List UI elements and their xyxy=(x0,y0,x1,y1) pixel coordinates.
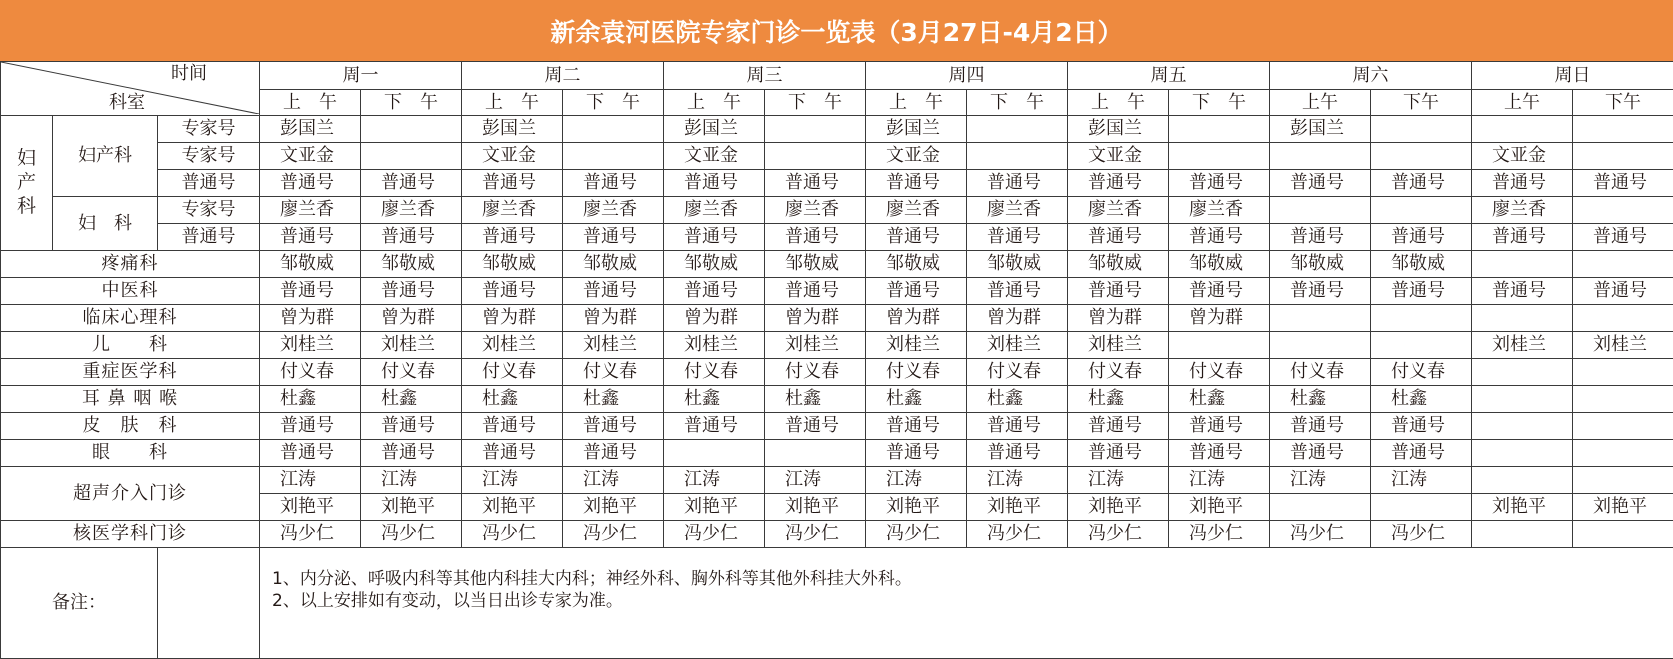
schedule-cell: 普通号 xyxy=(361,224,462,251)
schedule-cell: 普通号 xyxy=(1573,170,1673,197)
note-line: 2、以上安排如有变动，以当日出诊专家为准。 xyxy=(272,591,623,612)
schedule-cell: 普通号 xyxy=(361,413,462,440)
schedule-cell: 付义春 xyxy=(260,359,361,386)
schedule-cell: 曾为群 xyxy=(361,305,462,332)
schedule-cell: 杜鑫 xyxy=(1169,386,1270,413)
schedule-cell: 刘艳平 xyxy=(260,494,361,521)
schedule-cell: 杜鑫 xyxy=(1270,386,1371,413)
schedule-cell: 刘艳平 xyxy=(765,494,866,521)
schedule-cell: 普通号 xyxy=(361,170,462,197)
schedule-cell: 彭国兰 xyxy=(462,116,563,143)
schedule-cell: 普通号 xyxy=(1270,170,1371,197)
schedule-cell: 杜鑫 xyxy=(664,386,765,413)
schedule-cell: 彭国兰 xyxy=(664,116,765,143)
schedule-cell: 江涛 xyxy=(563,467,664,494)
schedule-cell: 刘艳平 xyxy=(664,494,765,521)
schedule-cell: 廖兰香 xyxy=(1169,197,1270,224)
schedule-cell: 普通号 xyxy=(866,413,967,440)
am-header: 上 午 xyxy=(664,90,765,116)
schedule-cell: 普通号 xyxy=(1169,413,1270,440)
schedule-cell: 邹敬威 xyxy=(1169,251,1270,278)
schedule-cell: 冯少仁 xyxy=(866,521,967,548)
schedule-cell: 冯少仁 xyxy=(462,521,563,548)
subdepartment-label: 妇产科 xyxy=(53,116,158,197)
schedule-cell: 普通号 xyxy=(1371,278,1472,305)
schedule-cell xyxy=(1472,440,1573,467)
schedule-cell: 普通号 xyxy=(1068,224,1169,251)
department-name: 中医科 xyxy=(1,278,260,305)
schedule-cell: 付义春 xyxy=(866,359,967,386)
schedule-cell: 普通号 xyxy=(765,170,866,197)
schedule-cell: 普通号 xyxy=(866,170,967,197)
schedule-cell xyxy=(765,116,866,143)
am-header: 上 午 xyxy=(260,90,361,116)
pm-header: 下午 xyxy=(1573,90,1673,116)
schedule-cell: 杜鑫 xyxy=(361,386,462,413)
schedule-cell xyxy=(1573,413,1673,440)
schedule-cell: 付义春 xyxy=(1371,359,1472,386)
schedule-cell: 江涛 xyxy=(462,467,563,494)
schedule-cell: 普通号 xyxy=(1371,170,1472,197)
schedule-cell: 刘艳平 xyxy=(1573,494,1673,521)
schedule-cell: 普通号 xyxy=(1068,278,1169,305)
schedule-cell: 廖兰香 xyxy=(462,197,563,224)
schedule-cell: 廖兰香 xyxy=(664,197,765,224)
schedule-cell xyxy=(765,143,866,170)
department-name: 儿 科 xyxy=(1,332,260,359)
time-label: 时间 xyxy=(171,63,208,84)
pm-header: 下午 xyxy=(1371,90,1472,116)
schedule-cell: 刘艳平 xyxy=(1472,494,1573,521)
schedule-cell: 普通号 xyxy=(260,170,361,197)
schedule-cell xyxy=(1169,143,1270,170)
schedule-cell: 普通号 xyxy=(1573,278,1673,305)
schedule-cell: 普通号 xyxy=(1169,440,1270,467)
schedule-cell: 普通号 xyxy=(1472,224,1573,251)
schedule-cell: 邹敬威 xyxy=(1270,251,1371,278)
obgyn-group-label xyxy=(1,116,53,251)
schedule-cell xyxy=(1371,143,1472,170)
schedule-cell: 邹敬威 xyxy=(361,251,462,278)
schedule-cell: 普通号 xyxy=(563,224,664,251)
schedule-cell: 付义春 xyxy=(1068,359,1169,386)
schedule-cell: 江涛 xyxy=(1169,467,1270,494)
schedule-cell: 冯少仁 xyxy=(1371,521,1472,548)
schedule-cell: 普通号 xyxy=(664,413,765,440)
schedule-cell xyxy=(563,143,664,170)
am-header: 上 午 xyxy=(462,90,563,116)
schedule-cell: 江涛 xyxy=(866,467,967,494)
schedule-cell: 付义春 xyxy=(1169,359,1270,386)
schedule-cell xyxy=(1371,494,1472,521)
schedule-cell: 江涛 xyxy=(664,467,765,494)
schedule-cell xyxy=(361,116,462,143)
schedule-cell: 曾为群 xyxy=(664,305,765,332)
schedule-cell: 江涛 xyxy=(765,467,866,494)
schedule-cell: 江涛 xyxy=(1270,467,1371,494)
schedule-cell: 普通号 xyxy=(1371,413,1472,440)
schedule-cell: 普通号 xyxy=(765,224,866,251)
schedule-cell: 杜鑫 xyxy=(1068,386,1169,413)
schedule-cell xyxy=(1270,143,1371,170)
schedule-cell: 付义春 xyxy=(664,359,765,386)
schedule-cell xyxy=(1371,197,1472,224)
schedule-cell xyxy=(1472,413,1573,440)
ticket-type: 普通号 xyxy=(158,224,260,251)
schedule-cell: 冯少仁 xyxy=(1169,521,1270,548)
schedule-cell: 普通号 xyxy=(563,413,664,440)
schedule-cell: 付义春 xyxy=(361,359,462,386)
schedule-cell: 曾为群 xyxy=(462,305,563,332)
schedule-cell: 普通号 xyxy=(1270,413,1371,440)
schedule-cell: 杜鑫 xyxy=(260,386,361,413)
schedule-cell xyxy=(1472,359,1573,386)
schedule-cell: 刘桂兰 xyxy=(967,332,1068,359)
schedule-cell: 付义春 xyxy=(1270,359,1371,386)
schedule-cell xyxy=(1573,521,1673,548)
schedule-cell xyxy=(1371,116,1472,143)
schedule-cell xyxy=(967,143,1068,170)
schedule-cell: 刘桂兰 xyxy=(1068,332,1169,359)
schedule-cell: 邹敬威 xyxy=(866,251,967,278)
schedule-cell: 刘桂兰 xyxy=(1573,332,1673,359)
schedule-cell: 普通号 xyxy=(967,440,1068,467)
obgyn-group-char: 妇 xyxy=(16,147,36,170)
schedule-table xyxy=(0,61,1673,659)
schedule-cell xyxy=(1472,251,1573,278)
department-name: 核医学科门诊 xyxy=(1,521,260,548)
schedule-cell: 普通号 xyxy=(1573,224,1673,251)
schedule-cell xyxy=(967,116,1068,143)
schedule-cell: 普通号 xyxy=(1068,170,1169,197)
schedule-cell: 刘桂兰 xyxy=(260,332,361,359)
schedule-cell: 江涛 xyxy=(1068,467,1169,494)
pm-header: 下 午 xyxy=(563,90,664,116)
schedule-cell: 杜鑫 xyxy=(866,386,967,413)
schedule-cell: 普通号 xyxy=(1270,278,1371,305)
schedule-cell xyxy=(1573,386,1673,413)
department-name: 临床心理科 xyxy=(1,305,260,332)
schedule-cell: 普通号 xyxy=(260,440,361,467)
schedule-cell: 普通号 xyxy=(1169,170,1270,197)
schedule-cell: 普通号 xyxy=(1472,170,1573,197)
schedule-cell: 彭国兰 xyxy=(1068,116,1169,143)
schedule-cell xyxy=(563,116,664,143)
schedule-cell: 冯少仁 xyxy=(1068,521,1169,548)
schedule-cell: 杜鑫 xyxy=(462,386,563,413)
schedule-cell: 刘艳平 xyxy=(563,494,664,521)
schedule-cell: 普通号 xyxy=(1472,278,1573,305)
schedule-cell: 付义春 xyxy=(563,359,664,386)
schedule-cell: 杜鑫 xyxy=(967,386,1068,413)
schedule-cell xyxy=(1573,440,1673,467)
schedule-cell: 普通号 xyxy=(563,170,664,197)
schedule-cell: 邹敬威 xyxy=(765,251,866,278)
schedule-cell xyxy=(1270,305,1371,332)
schedule-cell: 刘桂兰 xyxy=(664,332,765,359)
header-corner xyxy=(1,62,260,116)
schedule-cell xyxy=(765,440,866,467)
schedule-cell: 付义春 xyxy=(967,359,1068,386)
schedule-cell xyxy=(1472,521,1573,548)
schedule-cell: 普通号 xyxy=(1068,440,1169,467)
schedule-cell: 文亚金 xyxy=(1068,143,1169,170)
schedule-cell: 曾为群 xyxy=(765,305,866,332)
schedule-cell: 普通号 xyxy=(866,224,967,251)
schedule-cell xyxy=(1270,197,1371,224)
am-header: 上 午 xyxy=(1068,90,1169,116)
schedule-cell: 江涛 xyxy=(361,467,462,494)
schedule-cell: 普通号 xyxy=(462,440,563,467)
schedule-cell xyxy=(1270,494,1371,521)
schedule-cell: 江涛 xyxy=(967,467,1068,494)
schedule-cell: 冯少仁 xyxy=(1270,521,1371,548)
subdepartment-label: 妇 科 xyxy=(53,197,158,251)
schedule-cell: 普通号 xyxy=(563,278,664,305)
am-header: 上午 xyxy=(1472,90,1573,116)
schedule-cell: 邹敬威 xyxy=(1068,251,1169,278)
schedule-cell: 廖兰香 xyxy=(866,197,967,224)
schedule-cell: 邹敬威 xyxy=(664,251,765,278)
schedule-cell xyxy=(1270,332,1371,359)
schedule-cell: 廖兰香 xyxy=(1472,197,1573,224)
schedule-cell xyxy=(1573,305,1673,332)
schedule-cell xyxy=(664,440,765,467)
schedule-cell: 普通号 xyxy=(664,278,765,305)
schedule-cell: 廖兰香 xyxy=(967,197,1068,224)
schedule-cell: 文亚金 xyxy=(462,143,563,170)
note-line: 1、内分泌、呼吸内科等其他内科挂大内科；神经外科、胸外科等其他外科挂大外科。 xyxy=(272,569,912,589)
schedule-cell: 曾为群 xyxy=(260,305,361,332)
schedule-cell: 普通号 xyxy=(260,413,361,440)
schedule-cell: 普通号 xyxy=(967,278,1068,305)
schedule-cell xyxy=(1472,386,1573,413)
ticket-type: 专家号 xyxy=(158,116,260,143)
schedule-cell: 廖兰香 xyxy=(765,197,866,224)
schedule-cell: 刘艳平 xyxy=(361,494,462,521)
schedule-cell: 曾为群 xyxy=(866,305,967,332)
notes-label: 备注： xyxy=(1,548,158,659)
schedule-cell: 普通号 xyxy=(1068,413,1169,440)
schedule-cell: 普通号 xyxy=(462,224,563,251)
day-header: 周四 xyxy=(866,62,1068,90)
schedule-cell: 普通号 xyxy=(967,170,1068,197)
schedule-cell xyxy=(1371,305,1472,332)
day-header: 周二 xyxy=(462,62,664,90)
schedule-cell: 曾为群 xyxy=(563,305,664,332)
schedule-cell xyxy=(361,143,462,170)
schedule-cell: 刘桂兰 xyxy=(462,332,563,359)
schedule-cell: 普通号 xyxy=(260,278,361,305)
schedule-cell xyxy=(1573,143,1673,170)
schedule-cell: 刘艳平 xyxy=(866,494,967,521)
schedule-cell: 文亚金 xyxy=(260,143,361,170)
department-name: 重症医学科 xyxy=(1,359,260,386)
schedule-cell: 刘艳平 xyxy=(967,494,1068,521)
schedule-cell xyxy=(1472,467,1573,494)
department-label: 科室 xyxy=(109,92,145,114)
schedule-cell: 普通号 xyxy=(1169,278,1270,305)
schedule-cell: 普通号 xyxy=(664,224,765,251)
schedule-cell: 杜鑫 xyxy=(765,386,866,413)
schedule-cell: 邹敬威 xyxy=(1371,251,1472,278)
schedule-cell xyxy=(1573,359,1673,386)
schedule-cell: 廖兰香 xyxy=(563,197,664,224)
schedule-cell: 邹敬威 xyxy=(462,251,563,278)
schedule-cell: 曾为群 xyxy=(1169,305,1270,332)
department-name: 眼 科 xyxy=(1,440,260,467)
schedule-cell: 普通号 xyxy=(361,278,462,305)
schedule-cell: 普通号 xyxy=(361,440,462,467)
schedule-cell: 普通号 xyxy=(1270,440,1371,467)
schedule-cell: 普通号 xyxy=(260,224,361,251)
schedule-cell: 付义春 xyxy=(462,359,563,386)
schedule-cell: 文亚金 xyxy=(664,143,765,170)
pm-header: 下 午 xyxy=(967,90,1068,116)
schedule-cell: 冯少仁 xyxy=(967,521,1068,548)
schedule-cell: 邹敬威 xyxy=(260,251,361,278)
obgyn-group-char: 科 xyxy=(16,194,36,217)
schedule-cell xyxy=(1573,116,1673,143)
schedule-cell xyxy=(1472,305,1573,332)
schedule-cell xyxy=(1573,467,1673,494)
schedule-cell: 杜鑫 xyxy=(563,386,664,413)
pm-header: 下 午 xyxy=(1169,90,1270,116)
schedule-cell xyxy=(1169,116,1270,143)
ticket-type: 专家号 xyxy=(158,197,260,224)
schedule-cell: 普通号 xyxy=(664,170,765,197)
schedule-cell: 普通号 xyxy=(563,440,664,467)
department-name: 耳 鼻 咽 喉 xyxy=(1,386,260,413)
schedule-cell: 冯少仁 xyxy=(260,521,361,548)
schedule-cell: 邹敬威 xyxy=(563,251,664,278)
page-title: 新余袁河医院专家门诊一览表（3月27日-4月2日） xyxy=(0,0,1673,61)
schedule-cell: 廖兰香 xyxy=(1068,197,1169,224)
schedule-cell: 廖兰香 xyxy=(260,197,361,224)
schedule-cell: 普通号 xyxy=(1371,440,1472,467)
schedule-cell: 刘艳平 xyxy=(462,494,563,521)
schedule-cell: 刘艳平 xyxy=(1068,494,1169,521)
schedule-cell xyxy=(1573,197,1673,224)
schedule-cell: 普通号 xyxy=(765,413,866,440)
schedule-cell: 刘桂兰 xyxy=(563,332,664,359)
schedule-cell: 彭国兰 xyxy=(1270,116,1371,143)
schedule-cell: 曾为群 xyxy=(967,305,1068,332)
day-header: 周五 xyxy=(1068,62,1270,90)
ticket-type: 普通号 xyxy=(158,170,260,197)
schedule-cell: 杜鑫 xyxy=(1371,386,1472,413)
schedule-cell xyxy=(1169,332,1270,359)
schedule-cell: 普通号 xyxy=(1371,224,1472,251)
schedule-cell: 彭国兰 xyxy=(866,116,967,143)
schedule-cell: 普通号 xyxy=(967,413,1068,440)
schedule-cell: 普通号 xyxy=(1270,224,1371,251)
schedule-cell: 普通号 xyxy=(866,440,967,467)
schedule-cell: 冯少仁 xyxy=(563,521,664,548)
schedule-cell: 彭国兰 xyxy=(260,116,361,143)
schedule-cell: 冯少仁 xyxy=(765,521,866,548)
schedule-cell: 刘桂兰 xyxy=(361,332,462,359)
schedule-cell: 普通号 xyxy=(462,278,563,305)
schedule-cell: 刘艳平 xyxy=(1169,494,1270,521)
schedule-cell xyxy=(1371,332,1472,359)
schedule-cell: 普通号 xyxy=(866,278,967,305)
schedule-cell xyxy=(1472,116,1573,143)
schedule-cell: 冯少仁 xyxy=(664,521,765,548)
obgyn-group-char: 产 xyxy=(16,171,36,194)
schedule-cell xyxy=(1573,251,1673,278)
schedule-cell: 曾为群 xyxy=(1068,305,1169,332)
pm-header: 下 午 xyxy=(765,90,866,116)
schedule-cell: 普通号 xyxy=(765,278,866,305)
department-name: 皮 肤 科 xyxy=(1,413,260,440)
pm-header: 下 午 xyxy=(361,90,462,116)
day-header: 周一 xyxy=(260,62,462,90)
ticket-type: 专家号 xyxy=(158,143,260,170)
schedule-cell: 付义春 xyxy=(765,359,866,386)
schedule-cell: 刘桂兰 xyxy=(765,332,866,359)
schedule-cell: 刘桂兰 xyxy=(1472,332,1573,359)
am-header: 上 午 xyxy=(866,90,967,116)
department-name: 超声介入门诊 xyxy=(1,467,260,521)
schedule-cell: 文亚金 xyxy=(1472,143,1573,170)
schedule-cell: 邹敬威 xyxy=(967,251,1068,278)
schedule-cell: 普通号 xyxy=(462,170,563,197)
schedule-cell: 冯少仁 xyxy=(361,521,462,548)
department-name: 疼痛科 xyxy=(1,251,260,278)
day-header: 周六 xyxy=(1270,62,1472,90)
day-header: 周三 xyxy=(664,62,866,90)
schedule-cell: 普通号 xyxy=(967,224,1068,251)
notes-content xyxy=(260,548,1673,659)
am-header: 上午 xyxy=(1270,90,1371,116)
schedule-cell: 江涛 xyxy=(1371,467,1472,494)
schedule-cell: 刘桂兰 xyxy=(866,332,967,359)
day-header: 周日 xyxy=(1472,62,1673,90)
schedule-cell: 江涛 xyxy=(260,467,361,494)
schedule-cell: 普通号 xyxy=(1169,224,1270,251)
schedule-cell: 普通号 xyxy=(462,413,563,440)
schedule-cell: 廖兰香 xyxy=(361,197,462,224)
schedule-cell: 文亚金 xyxy=(866,143,967,170)
notes-spacer xyxy=(158,548,260,659)
